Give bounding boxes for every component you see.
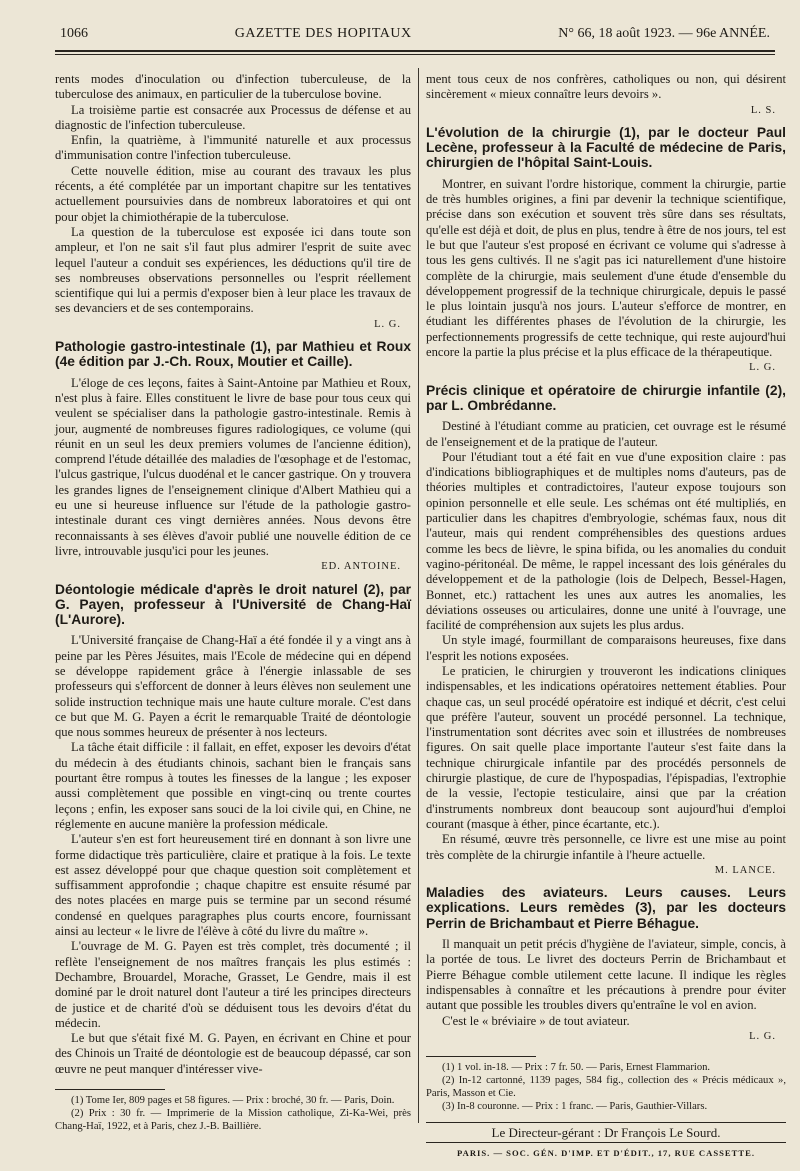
- page-number: 1066: [60, 26, 88, 41]
- paragraph: La troisième partie est consacrée aux Processus de défense et au diagnostic de l'infection tuberculeuse.: [55, 102, 411, 132]
- journal-title: GAZETTE DES HOPITAUX: [234, 26, 412, 41]
- review-signature: L. S.: [750, 104, 776, 116]
- paragraph: L'éloge de ces leçons, faites à Saint-Antoine par Mathieu et Roux, n'est plus à faire. Elles constituent le livre de base pour tous ceux qui veulent se spécialiser dans la pathologie gastro-intestinale. Remis à jour, augmenté de nombreuses figures radiologiques, ce volume (qui réunit en un seul les deux premiers volumes de l'ancienne édition), comprend l'étude détaillée des maladies de l'œsophage et de l'estomac, l'ulcus gastrique, l'ulcus duodénal et le cancer gastrique. On y trouvera les grandes lignes de l'enseignement clinique d'Albert Mathieu qui a eu une si heureuse influence sur l'étude de la pathologie gastro-intestinale durant ces vingt dernières années. Nous devons être reconnaissants à ses élèves d'avoir publié une nouvelle édition de ce livre, introuvable jusqu'ici pour les jeunes.: [55, 375, 411, 558]
- paragraph: L'Université française de Chang-Haï a été fondée il y a vingt ans à peine par les Pères Jésuites, mais l'Ecole de médecine qui en dépend se développe rapidement grâce à l'énergie inlassable de ses professeurs qui s'efforcent de donner à leurs élèves non seulement une solide instruction technique mais une haute culture morale. C'est dans ce but que M. G. Payen a écrit le remarquable Traité de déontologie que nous sommes heureux de présenter à nos lecteurs.: [55, 633, 411, 740]
- paragraph: En résumé, œuvre très personnelle, ce livre est une mise au point très complète de la chirurgie infantile à l'heure actuelle.: [426, 832, 786, 862]
- header-rule: [55, 50, 775, 52]
- review-title: Déontologie médicale d'après le droit naturel (2), par G. Payen, professeur à l'Université de Chang-Haï (L'Aurore).: [55, 581, 411, 628]
- footnote: (1) 1 vol. in-18. — Prix : 7 fr. 50. — Paris, Ernest Flammarion.: [442, 1062, 711, 1074]
- editor-line: Le Directeur-gérant : Dr François Le Sourd.: [426, 1122, 786, 1143]
- review-signature: L. G.: [749, 1030, 776, 1042]
- right-column: [426, 72, 786, 1162]
- footnote: (2) In-12 cartonné, 1139 pages, 584 fig., collection des « Précis médicaux », Paris, Masson et Cie.: [426, 1075, 786, 1100]
- review-deontologie-end: [426, 72, 786, 118]
- footnote: (1) Tome Ier, 809 pages et 58 figures. — Prix : broché, 30 fr. — Paris, Doin.: [71, 1095, 395, 1106]
- footnote: (2) Prix : 30 fr. — Imprimerie de la Mission catholique, Zi-Ka-Wei, près Chang-Haï, 1922, et à Paris, chez J.-B. Baillière.: [55, 1108, 411, 1132]
- review-title: Précis clinique et opératoire de chirurgie infantile (2), par L. Ombrédanne.: [426, 382, 786, 413]
- column-divider: [418, 68, 419, 1123]
- paragraph: ment tous ceux de nos confrères, catholiques ou non, qui désirent sincèrement « mieux connaître leurs devoirs ».: [426, 72, 786, 102]
- paragraph: Le but que s'était fixé M. G. Payen, en écrivant en Chine et pour des Chinois un Traité de déontologie est de beaucoup dépassé, car son œuvre ne peut manquer d'intéresser vive-: [55, 1031, 411, 1076]
- footnotes-left: [55, 1094, 411, 1133]
- review-title: Pathologie gastro-intestinale (1), par Mathieu et Roux (4e édition par J.-Ch. Roux, Moutier et Caille).: [55, 339, 411, 370]
- paragraph: La question de la tuberculose est exposée ici dans toute son ampleur, et l'on ne sait s'il faut plus admirer l'esprit de suite avec lequel l'auteur a conduit ses expériences, les déductions qu'il tire de ses nombreuses observations personnelles ou l'esprit réellement scientifique qui lui a permis d'exposer bien à leur place les travaux de ses devanciers et de ses contemporains.: [55, 224, 411, 316]
- paragraph: Le praticien, le chirurgien y trouveront les indications cliniques indispensables, et les indications opératoires nettement établies. Pour chaque cas, un seul procédé opératoire est indiqué et décrit, c'est celui que préfère l'auteur, souvent un procédé personnel. La technique, l'instrumentation sont décrites avec soin et illustrées de nombreuses figures. On sait quelle place importante l'auteur s'est faite dans la technique chirurgicale infantile par des procédés personnels de chirurgie plastique, de cure de l'hypospadias, l'épispadias, l'extrophie de la vessie, l'ectopie testiculaire, ainsi que par la création d'instruments nombreux dont beaucoup sont aujourd'hui d'emploi courant (masque à éther, pince écartante, etc.).: [426, 663, 786, 831]
- review-chirurgie-infantile: [426, 383, 786, 879]
- page-header: [60, 26, 770, 48]
- footnotes-right: [426, 1061, 786, 1113]
- review-title: L'évolution de la chirurgie (1), par le docteur Paul Lecène, professeur à la Faculté de médecine de Paris, chirurgien de l'hôpital Saint-Louis.: [426, 124, 786, 171]
- left-column: [55, 72, 411, 1133]
- paragraph: Destiné à l'étudiant comme au praticien, cet ouvrage est le résumé de l'enseignement et de la pratique de l'auteur.: [426, 419, 786, 449]
- paragraph: rents modes d'inoculation ou d'infection tuberculeuse, de la tuberculose des animaux, en particulier de la tuberculose bovine.: [55, 72, 411, 102]
- paragraph: Il manquait un petit précis d'hygiène de l'aviateur, simple, concis, à la portée de tous. Le livret des docteurs Perrin de Brichambaut et Pierre Béhague comble utilement cette lacune. Il indique les règles indispensables à connaître et les précautions à prendre pour éviter autant que possible les troubles divers qu'entraîne le vol en avion.: [426, 937, 786, 1013]
- paragraph: La tâche était difficile : il fallait, en effet, exposer les devoirs d'état du médecin à des étudiants chinois, sachant bien le français sans pourtant être rompus à toutes les finesses de la langue ; les exposer aussi complètement que possible en vingt-cinq ou trente courtes leçons ; enfin, les exposer sans souci de la loi civile qui, en Chine, ne réglemente en aucune manière la profession médicale.: [55, 740, 411, 831]
- paragraph: Cette nouvelle édition, mise au courant des travaux les plus récents, a été complétée par un important chapitre sur les tentatives actuellement poursuivies dans de nombreux laboratoires et qui ont pour objet la chimiothérapie de la tuberculose.: [55, 163, 411, 224]
- footnote-rule: [426, 1056, 536, 1057]
- review-signature: M. LANCE.: [714, 864, 776, 876]
- paragraph: Un style imagé, fourmillant de comparaisons heureuses, fixe dans l'esprit les notions exposées.: [426, 633, 786, 663]
- review-signature: L. G.: [374, 318, 401, 330]
- review-pathologie: [55, 339, 411, 574]
- issue-info: N° 66, 18 août 1923. — 96e ANNÉE.: [558, 26, 770, 41]
- paragraph: Pour l'étudiant tout a été fait en vue d'une exposition claire : pas d'indications bibliographiques et de multiples noms d'auteurs, pas de théories multiples et contradictoires, l'auteur expose toujours son opinion personnelle et elle seule. Les schémas ont été multipliés, en particulier dans les chapitres d'embryologie, schémas faux, nous dit l'auteur, mais qui rendent compréhensibles des questions ardues comme les becs de lièvre, le spina bifida, ou les anomalies du conduit vagino-péritonéal. De même, le rappel incessant des lois générales du développement et de la pathologie (lois de Delpech, Bessel-Hagen, Bonnet, etc.) rattachent les unes aux autres les anomalies, les déviations osseuses ou articulaires, donne une unité à l'ouvrage, une facilité de compréhension aux sujets les plus ardus.: [426, 449, 786, 633]
- review-tuberculose-end: [55, 72, 411, 332]
- review-maladies-aviateurs: [426, 885, 786, 1044]
- paragraph: C'est le « bréviaire » de tout aviateur.: [442, 1013, 630, 1028]
- footnote: (3) In-8 couronne. — Prix : 1 franc. — Paris, Gauthier-Villars.: [442, 1101, 708, 1113]
- header-rule-thin: [55, 54, 775, 55]
- footnote-rule: [55, 1089, 165, 1090]
- review-evolution-chirurgie: [426, 125, 786, 376]
- paragraph: Montrer, en suivant l'ordre historique, comment la chirurgie, partie de très humbles origines, a fini par devenir la technique scientifique, précise dans son exécution et souvent très sûre dans ses résultats, qu'elle est déjà et doit, de plus en plus, tendre à être de nos jours, tel est le but que l'auteur s'est proposé en écrivant ce volume qui s'adresse à tous les gens cultivés. Il ne s'agit pas ici naturellement d'une histoire complète de la chirurgie, mais seulement d'une étude d'ensemble du développement progressif de la technique chirurgicale, depuis le passé le plus lointain jusqu'à nos jours. L'auteur s'efforce de montrer, en étudiant les différentes phases de l'évolution de la chirurgie, les perfectionnements progressifs de cette technique, qui reste aujourd'hui encore la partie la plus précise et la plus efficace de la thérapeutique.: [426, 176, 786, 360]
- paragraph: Enfin, la quatrième, à l'immunité naturelle et aux processus d'immunisation contre l'infection tuberculeuse.: [55, 133, 411, 163]
- review-deontologie: [55, 582, 411, 1078]
- review-signature: L. G.: [749, 362, 776, 374]
- paragraph: L'ouvrage de M. G. Payen est très complet, très documenté ; il reflète l'enseignement de nos maîtres français les plus estimés : Dechambre, Brouardel, Morache, Grasset, Le Gendre, mais il est dominé par le droit naturel dont l'auteur a tiré les principes directeurs de justice et de charité d'où se déduisent tous les devoirs d'état du médecin.: [55, 939, 411, 1030]
- review-signature: ED. ANTOINE.: [321, 561, 401, 573]
- review-title: Maladies des aviateurs. Leurs causes. Leurs explications. Leurs remèdes (3), par les docteurs Perrin de Brichambaut et Pierre Béhague.: [426, 885, 786, 931]
- paragraph: L'auteur s'en est fort heureusement tiré en donnant à son livre une forme didactique très particulière, claire et pratique à la fois. Le texte est assez développé pour que chaque question soit complètement et suffisamment approfondie ; chaque chapitre est ensuite résumé par des notes placées en marge puis se termine par un second résumé condensé en quelques paragraphes plus courts encore, fournissant ainsi au lecteur « le livre de l'élève à côté du livre du maître ».: [55, 832, 411, 939]
- printer-line: PARIS. — SOC. GÉN. D'IMP. ET D'ÉDIT., 17, RUE CASSETTE.: [457, 1148, 755, 1159]
